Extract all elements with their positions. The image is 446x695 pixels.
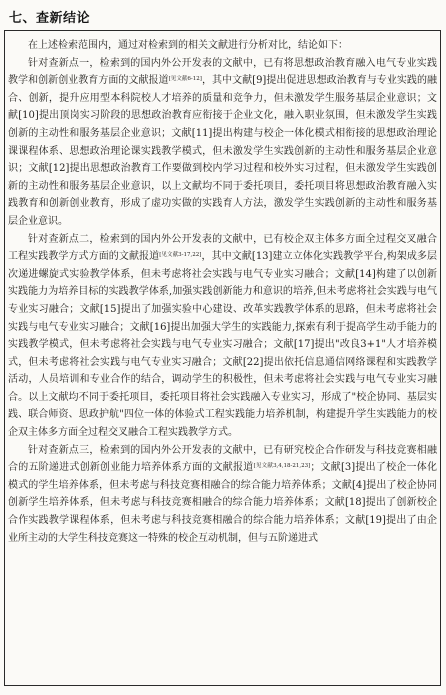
citation-reference: [见文献3,4,18-21,23]	[253, 463, 311, 470]
paragraph-text: 在上述检索范围内，通过对检索到的相关文献进行分析对比，结论如下：	[28, 40, 348, 51]
conclusion-paragraph	[8, 231, 437, 442]
paragraph-text: ，其中文献[9]提出促进思想政治教育与专业实践的融合、创新，提升应用型本科院校人才培养的质量和竞争力，但未激发学生服务基层企业意识；文献[10]提出顶岗实习阶段的思想政治教育应衔接于企业文化，融入职业氛围，但未激发学生实践创新的主动性和服务基层企业意识；文献[11]提出构建与校企一体化模式相衔接的思想政治理论课课程体系、思想政治理论课实践教学模式，但未激发学生实践创新的主动性和服务基层企业意识；文献[12]提出思想政治教育工作要做到校内学习过程和校外实习过程，但未激发学生实践创新的主动性和服务基层企业意识，以上文献均不同于委托项目，委托项目将思想政治教育融入实践教育和创新创业教育，形成了虚功实做的实践育人方法，激发学生实践创新的主动性和服务基层企业意识。	[8, 75, 437, 227]
conclusion-paragraph	[8, 442, 437, 548]
section-heading: 七、查新结论	[9, 11, 91, 26]
paragraph-text: ，其中文献[13]建立立体化实践教学平台,构架成多层次递进螺旋式实验教学体系，但未考虑将社会实践与电气专业实习融合；文献[14]构建了以创新实践能力为培养目标的实践教学体系,加强实践创新能力和意识的培养,但未考虑将社会实践与电气专业实习融合；文献[15]提出了加强实验中心建设、改革实践教学体系的思路，但未考虑将社会实践与电气专业实习融合；文献[16]提出加强大学生的实践能力,探索有利于提高学生动手能力的实践教学模式，但未考虑将社会实践与电气专业实习融合；文献[17]提出"改良3+1"人才培养模式，但未考虑将社会实践与电气专业实习融合；文献[22]提出依托信息通信网络课程和实践教学活动，人员培训和专业合作的结合，调动学生的积极性，但未考虑将社会实践与电气专业实习融合。以上文献均不同于委托项目，委托项目将社会实践融入专业实习，形成了"校企协同、基层实践、联合师资、思政护航"四位一体的体验式工程实践能力培养机制，构建提升学生实践能力的校企双主体多方面全过程交叉融合工程实践教学方式。	[8, 251, 437, 439]
citation-reference: [见文献3-17,22]	[159, 252, 202, 259]
conclusion-text	[8, 37, 437, 547]
conclusion-paragraph	[8, 55, 437, 231]
conclusion-paragraph	[8, 37, 437, 55]
paragraph-text: 针对查新点一，检索到的国内外公开发表的文献中，已有将思想政治教育融入电气专业实践教学和创新创业教育方面的文献报道	[8, 57, 437, 87]
paragraph-text: ；文献[3]提出了校企一体化模式的学生培养体系，但未考虑与科技竞赛相融合的综合能力培养体系；文献[4]提出了校企协同创新学生培养体系，但未考虑与科技竞赛相融合的综合能力培养体系；文献[18]提出了创新校企合作实践教学课程体系，但未考虑与科技竞赛相融合的综合能力培养体系；文献[19]提出了由企业所主动的大学生科技竞赛这一特殊的校企互动机制，但与五阶递进式	[8, 462, 437, 544]
citation-reference: [见文献6-12]	[168, 76, 202, 83]
paragraph-text: 针对查新点二，检索到的国内外公开发表的文献中，已有校企双主体多方面全过程交叉融合工程实践教学方式方面的文献报道	[8, 233, 437, 263]
paragraph-text: 针对查新点三，检索到的国内外公开发表的文献中，已有研究校企合作研发与科技竞赛相融合的五阶递进式创新创业能力培养体系方面的文献报道	[8, 444, 437, 474]
